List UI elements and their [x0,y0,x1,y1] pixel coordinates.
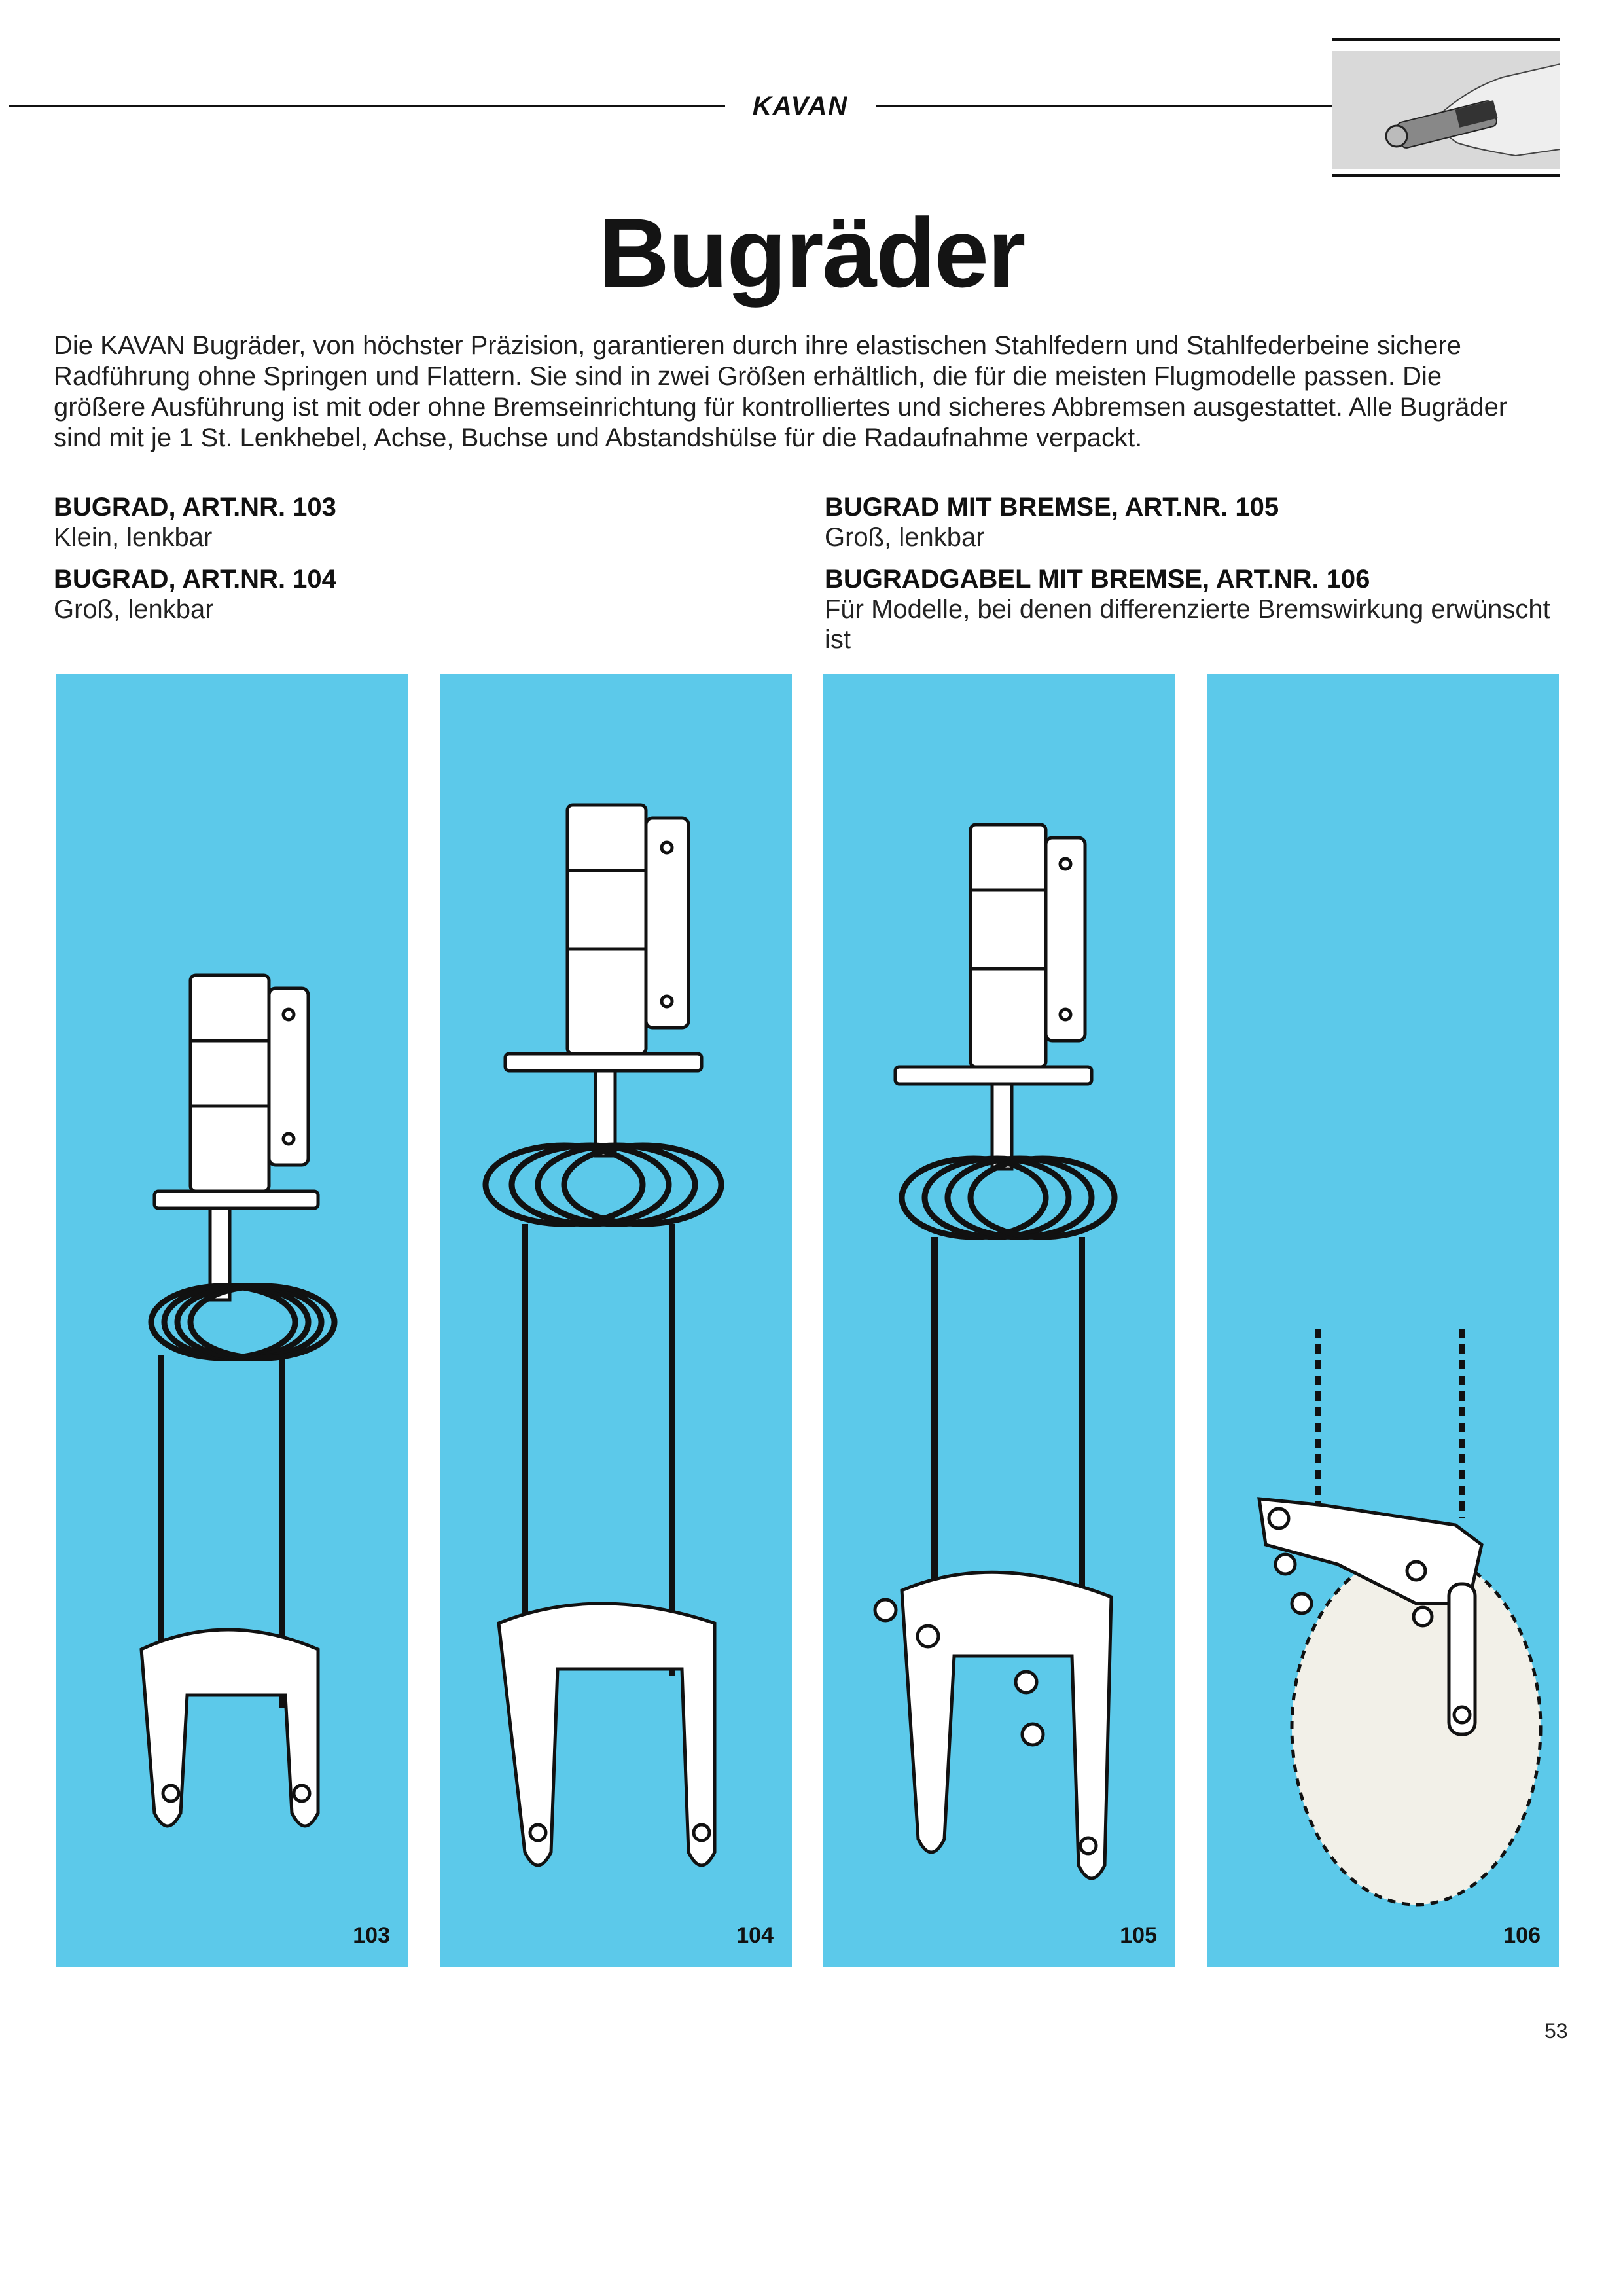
product-105 [825,492,1544,552]
page-number: 53 [1544,2019,1568,2043]
panel-number: 106 [1503,1923,1541,1948]
intro-paragraph: Die KAVAN Bugräder, von höchster Präzision, garantieren durch ihre elastischen Stahlfedern und Stahlfederbeine sichere Radführung ohne Springen und Flattern. Sie sind in zwei Größen erhältlich, die für die meisten Flugmodelle passen. Die größere Ausführung ist mit oder ohne Bremseinrichtung für kontrolliertes und sicheres Abbremsen ausgestattet. Alle Bugräder sind mit je 1 St. Lenkhebel, Achse, Buchse und Abstandshülse für die Radaufnahme verpackt. [54,331,1508,452]
panel-105 [823,674,1175,1967]
panel-number: 103 [353,1923,390,1948]
header-rule-left [9,105,725,107]
hand-holding-wrench-icon [1332,51,1560,169]
product-desc: Klein, lenkbar [54,523,213,552]
product-desc: Für Modelle, bei denen differenzierte Bremswirkung erwünscht ist [825,595,1550,654]
nose-gear-large-illustration [440,674,792,1967]
panel-number: 105 [1120,1923,1157,1948]
thumbnail-rule-top [1332,38,1560,41]
panel-103 [56,674,408,1967]
product-title: BUGRADGABEL MIT BREMSE, ART.NR. 106 [825,565,1370,594]
product-104 [54,564,774,624]
product-desc: Groß, lenkbar [54,595,214,624]
thumbnail-rule-bottom [1332,174,1560,177]
product-106 [825,564,1558,655]
product-title: BUGRAD, ART.NR. 104 [54,565,336,594]
nose-gear-fork-brake-wheel-illustration [1207,674,1559,1967]
product-title: BUGRAD, ART.NR. 103 [54,493,336,522]
product-desc: Groß, lenkbar [825,523,985,552]
product-title: BUGRAD MIT BREMSE, ART.NR. 105 [825,493,1279,522]
product-103 [54,492,774,552]
nose-gear-small-illustration [56,674,408,1967]
brand-logo: KAVAN [752,92,849,120]
nose-gear-brake-illustration [823,674,1175,1967]
header-rule-right [876,105,1332,107]
panel-106 [1207,674,1559,1967]
panel-104 [440,674,792,1967]
header-thumbnail [1332,38,1560,177]
panel-number: 104 [736,1923,774,1948]
page-title: Bugräder [598,198,1025,308]
